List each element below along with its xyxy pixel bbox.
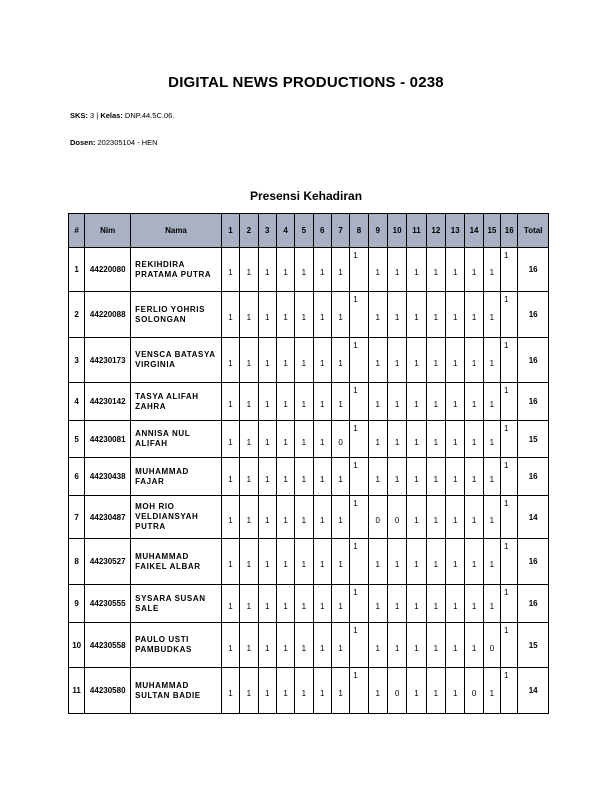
attendance-total: 14	[518, 668, 549, 714]
attendance-cell: 1	[465, 338, 483, 383]
attendance-cell: 1	[240, 668, 258, 714]
table-row	[69, 496, 549, 539]
attendance-cell: 1	[368, 623, 387, 668]
attendance-cell: 1	[446, 338, 465, 383]
attendance-cell: 1	[350, 585, 368, 623]
table-row	[69, 383, 549, 421]
attendance-cell: 1	[483, 539, 500, 585]
row-number: 10	[69, 623, 85, 668]
attendance-cell: 1	[407, 421, 426, 458]
attendance-total: 16	[518, 458, 549, 496]
attendance-cell: 1	[407, 496, 426, 539]
row-number: 3	[69, 338, 85, 383]
attendance-cell: 1	[483, 292, 500, 338]
attendance-cell: 1	[446, 383, 465, 421]
attendance-cell: 1	[221, 623, 239, 668]
attendance-cell: 1	[483, 338, 500, 383]
attendance-cell: 1	[407, 668, 426, 714]
attendance-cell: 1	[240, 248, 258, 292]
attendance-cell: 0	[465, 668, 483, 714]
student-name: SYSARA SUSAN SALE	[131, 585, 222, 623]
attendance-cell: 1	[465, 248, 483, 292]
attendance-cell: 1	[483, 496, 500, 539]
column-header: 1	[221, 214, 239, 248]
attendance-cell: 1	[313, 383, 331, 421]
attendance-cell: 1	[387, 248, 406, 292]
attendance-cell: 1	[501, 338, 518, 383]
sks-label: SKS:	[70, 111, 88, 120]
attendance-cell: 1	[221, 458, 239, 496]
column-header: 11	[407, 214, 426, 248]
table-row	[69, 539, 549, 585]
row-number: 4	[69, 383, 85, 421]
attendance-cell: 1	[276, 421, 294, 458]
attendance-cell: 1	[368, 585, 387, 623]
attendance-cell: 1	[240, 383, 258, 421]
attendance-cell: 1	[276, 458, 294, 496]
attendance-cell: 1	[368, 383, 387, 421]
attendance-cell: 1	[313, 458, 331, 496]
column-header: 13	[446, 214, 465, 248]
attendance-cell: 1	[426, 668, 445, 714]
attendance-cell: 1	[446, 248, 465, 292]
attendance-cell: 1	[501, 623, 518, 668]
attendance-cell: 0	[483, 623, 500, 668]
column-header: 14	[465, 214, 483, 248]
attendance-cell: 1	[295, 458, 313, 496]
student-name: MUHAMMAD SULTAN BADIE	[131, 668, 222, 714]
column-header: #	[69, 214, 85, 248]
student-nim: 44220088	[85, 292, 131, 338]
attendance-cell: 1	[350, 668, 368, 714]
attendance-cell: 1	[240, 421, 258, 458]
attendance-cell: 1	[221, 496, 239, 539]
student-nim: 44230555	[85, 585, 131, 623]
attendance-cell: 1	[258, 539, 276, 585]
column-header: 2	[240, 214, 258, 248]
lecturer-meta	[70, 138, 158, 147]
attendance-cell: 1	[258, 383, 276, 421]
attendance-cell: 1	[465, 421, 483, 458]
attendance-cell: 1	[501, 585, 518, 623]
row-number: 7	[69, 496, 85, 539]
student-name: MUHAMMAD FAIKEL ALBAR	[131, 539, 222, 585]
attendance-cell: 1	[313, 338, 331, 383]
attendance-cell: 1	[240, 292, 258, 338]
student-name: TASYA ALIFAH ZAHRA	[131, 383, 222, 421]
attendance-cell: 1	[240, 458, 258, 496]
attendance-total: 14	[518, 496, 549, 539]
attendance-cell: 1	[407, 539, 426, 585]
attendance-cell: 1	[426, 585, 445, 623]
attendance-cell: 1	[483, 668, 500, 714]
attendance-cell: 1	[276, 496, 294, 539]
attendance-cell: 1	[446, 458, 465, 496]
attendance-cell: 1	[446, 539, 465, 585]
attendance-cell: 1	[350, 383, 368, 421]
attendance-cell: 1	[350, 623, 368, 668]
attendance-section-title: Presensi Kehadiran	[249, 189, 363, 203]
attendance-cell: 1	[368, 292, 387, 338]
table-row	[69, 458, 549, 496]
row-number: 1	[69, 248, 85, 292]
attendance-cell: 1	[368, 458, 387, 496]
column-header: 10	[387, 214, 406, 248]
attendance-cell: 1	[240, 623, 258, 668]
attendance-cell: 1	[221, 668, 239, 714]
student-nim: 44230173	[85, 338, 131, 383]
attendance-cell: 1	[483, 248, 500, 292]
student-nim: 44230487	[85, 496, 131, 539]
dosen-label: Dosen:	[70, 138, 96, 147]
attendance-cell: 1	[331, 496, 349, 539]
attendance-cell: 1	[387, 383, 406, 421]
attendance-cell: 1	[501, 383, 518, 421]
attendance-cell: 1	[501, 248, 518, 292]
attendance-cell: 1	[331, 338, 349, 383]
attendance-cell: 1	[368, 668, 387, 714]
attendance-cell: 1	[331, 458, 349, 496]
attendance-cell: 1	[426, 623, 445, 668]
attendance-cell: 1	[221, 421, 239, 458]
row-number: 8	[69, 539, 85, 585]
attendance-cell: 1	[221, 383, 239, 421]
dosen-value: 202305104 - HEN	[97, 138, 158, 147]
attendance-cell: 1	[426, 248, 445, 292]
attendance-cell: 1	[276, 338, 294, 383]
attendance-cell: 1	[258, 248, 276, 292]
attendance-cell: 1	[465, 585, 483, 623]
student-nim: 44230142	[85, 383, 131, 421]
attendance-cell: 1	[368, 248, 387, 292]
attendance-cell: 1	[387, 421, 406, 458]
attendance-cell: 1	[295, 539, 313, 585]
attendance-cell: 1	[331, 539, 349, 585]
attendance-cell: 1	[446, 496, 465, 539]
attendance-cell: 1	[295, 248, 313, 292]
attendance-cell: 1	[276, 668, 294, 714]
attendance-cell: 1	[446, 292, 465, 338]
attendance-cell: 1	[276, 623, 294, 668]
student-name: FERLIO YOHRIS SOLONGAN	[131, 292, 222, 338]
attendance-cell: 1	[501, 421, 518, 458]
table-row	[69, 623, 549, 668]
attendance-cell: 1	[387, 539, 406, 585]
table-row	[69, 338, 549, 383]
attendance-cell: 1	[350, 458, 368, 496]
table-row	[69, 668, 549, 714]
attendance-cell: 1	[426, 292, 445, 338]
attendance-cell: 1	[258, 338, 276, 383]
kelas-label: Kelas:	[100, 111, 123, 120]
attendance-cell: 1	[407, 292, 426, 338]
attendance-cell: 1	[407, 248, 426, 292]
attendance-cell: 0	[387, 496, 406, 539]
row-number: 6	[69, 458, 85, 496]
attendance-cell: 1	[331, 292, 349, 338]
attendance-cell: 1	[331, 668, 349, 714]
attendance-cell: 1	[387, 623, 406, 668]
sks-value: 3 |	[90, 111, 101, 120]
attendance-cell: 1	[313, 292, 331, 338]
table-row	[69, 421, 549, 458]
course-meta	[70, 111, 174, 120]
row-number: 9	[69, 585, 85, 623]
attendance-cell: 1	[501, 496, 518, 539]
attendance-cell: 1	[276, 585, 294, 623]
attendance-total: 16	[518, 585, 549, 623]
student-name: REKIHDIRA PRATAMA PUTRA	[131, 248, 222, 292]
attendance-cell: 1	[501, 668, 518, 714]
attendance-cell: 1	[240, 539, 258, 585]
table-row	[69, 248, 549, 292]
attendance-cell: 1	[240, 496, 258, 539]
attendance-cell: 1	[295, 585, 313, 623]
student-name: ANNISA NUL ALIFAH	[131, 421, 222, 458]
column-header: 16	[501, 214, 518, 248]
attendance-cell: 1	[313, 248, 331, 292]
attendance-cell: 0	[387, 668, 406, 714]
attendance-cell: 1	[295, 383, 313, 421]
attendance-cell: 1	[368, 338, 387, 383]
column-header: 12	[426, 214, 445, 248]
attendance-cell: 1	[295, 338, 313, 383]
attendance-cell: 1	[350, 539, 368, 585]
attendance-cell: 1	[426, 496, 445, 539]
attendance-cell: 1	[313, 585, 331, 623]
attendance-cell: 1	[465, 383, 483, 421]
attendance-cell: 0	[331, 421, 349, 458]
attendance-cell: 1	[426, 421, 445, 458]
attendance-cell: 1	[313, 623, 331, 668]
attendance-cell: 1	[276, 292, 294, 338]
attendance-cell: 1	[350, 421, 368, 458]
attendance-cell: 1	[295, 496, 313, 539]
attendance-cell: 1	[350, 338, 368, 383]
attendance-cell: 1	[426, 338, 445, 383]
attendance-cell: 1	[240, 338, 258, 383]
attendance-cell: 0	[368, 496, 387, 539]
attendance-header-row	[69, 214, 549, 248]
attendance-cell: 1	[501, 539, 518, 585]
attendance-total: 15	[518, 421, 549, 458]
attendance-cell: 1	[465, 292, 483, 338]
student-name: VENSCA BATASYA VIRGINIA	[131, 338, 222, 383]
attendance-cell: 1	[295, 421, 313, 458]
attendance-cell: 1	[446, 623, 465, 668]
attendance-cell: 1	[446, 421, 465, 458]
attendance-cell: 1	[465, 496, 483, 539]
column-header: 15	[483, 214, 500, 248]
attendance-cell: 1	[483, 458, 500, 496]
attendance-cell: 1	[387, 292, 406, 338]
attendance-cell: 1	[350, 292, 368, 338]
attendance-cell: 1	[258, 585, 276, 623]
column-header: Nim	[85, 214, 131, 248]
attendance-cell: 1	[350, 496, 368, 539]
row-number: 2	[69, 292, 85, 338]
attendance-cell: 1	[387, 458, 406, 496]
attendance-cell: 1	[368, 539, 387, 585]
attendance-cell: 1	[407, 383, 426, 421]
attendance-cell: 1	[221, 585, 239, 623]
attendance-cell: 1	[501, 458, 518, 496]
table-row	[69, 292, 549, 338]
student-nim: 44230438	[85, 458, 131, 496]
student-nim: 44230580	[85, 668, 131, 714]
kelas-value: DNP.44.5C.06.	[124, 111, 175, 120]
attendance-cell: 1	[426, 539, 445, 585]
attendance-cell: 1	[221, 539, 239, 585]
attendance-cell: 1	[368, 421, 387, 458]
attendance-cell: 1	[387, 585, 406, 623]
attendance-cell: 1	[258, 421, 276, 458]
attendance-cell: 1	[426, 383, 445, 421]
attendance-cell: 1	[258, 496, 276, 539]
attendance-cell: 1	[483, 383, 500, 421]
attendance-cell: 1	[313, 421, 331, 458]
attendance-total: 16	[518, 383, 549, 421]
attendance-cell: 1	[221, 248, 239, 292]
attendance-cell: 1	[240, 585, 258, 623]
attendance-cell: 1	[331, 248, 349, 292]
attendance-cell: 1	[426, 458, 445, 496]
attendance-cell: 1	[313, 668, 331, 714]
attendance-cell: 1	[465, 539, 483, 585]
attendance-cell: 1	[295, 623, 313, 668]
column-header: 9	[368, 214, 387, 248]
student-name: MUHAMMAD FAJAR	[131, 458, 222, 496]
attendance-cell: 1	[295, 292, 313, 338]
attendance-cell: 1	[407, 458, 426, 496]
attendance-cell: 1	[331, 623, 349, 668]
attendance-cell: 1	[276, 383, 294, 421]
attendance-cell: 1	[258, 292, 276, 338]
column-header: 6	[313, 214, 331, 248]
attendance-cell: 1	[313, 496, 331, 539]
attendance-table	[68, 213, 549, 714]
student-nim: 44230558	[85, 623, 131, 668]
column-header: Nama	[131, 214, 222, 248]
column-header: 8	[350, 214, 368, 248]
attendance-cell: 1	[276, 248, 294, 292]
attendance-cell: 1	[483, 585, 500, 623]
attendance-cell: 1	[483, 421, 500, 458]
student-name: PAULO USTI PAMBUDKAS	[131, 623, 222, 668]
attendance-cell: 1	[501, 292, 518, 338]
attendance-cell: 1	[258, 623, 276, 668]
attendance-cell: 1	[331, 383, 349, 421]
attendance-cell: 1	[295, 668, 313, 714]
student-name: MOH RIO VELDIANSYAH PUTRA	[131, 496, 222, 539]
attendance-cell: 1	[407, 585, 426, 623]
attendance-total: 15	[518, 623, 549, 668]
attendance-cell: 1	[387, 338, 406, 383]
attendance-cell: 1	[221, 292, 239, 338]
attendance-cell: 1	[465, 458, 483, 496]
table-row	[69, 585, 549, 623]
attendance-cell: 1	[350, 248, 368, 292]
column-header: 3	[258, 214, 276, 248]
attendance-cell: 1	[465, 623, 483, 668]
column-header: 7	[331, 214, 349, 248]
attendance-cell: 1	[258, 668, 276, 714]
attendance-total: 16	[518, 248, 549, 292]
student-nim: 44230527	[85, 539, 131, 585]
attendance-cell: 1	[407, 623, 426, 668]
row-number: 11	[69, 668, 85, 714]
page-title: DIGITAL NEWS PRODUCTIONS - 0238	[168, 74, 444, 91]
row-number: 5	[69, 421, 85, 458]
attendance-cell: 1	[276, 539, 294, 585]
attendance-cell: 1	[258, 458, 276, 496]
attendance-total: 16	[518, 292, 549, 338]
attendance-cell: 1	[446, 585, 465, 623]
column-header: 5	[295, 214, 313, 248]
student-nim: 44220080	[85, 248, 131, 292]
attendance-cell: 1	[446, 668, 465, 714]
attendance-total: 16	[518, 338, 549, 383]
attendance-total: 16	[518, 539, 549, 585]
attendance-cell: 1	[313, 539, 331, 585]
column-header: 4	[276, 214, 294, 248]
column-header: Total	[518, 214, 549, 248]
attendance-cell: 1	[407, 338, 426, 383]
student-nim: 44230081	[85, 421, 131, 458]
attendance-cell: 1	[221, 338, 239, 383]
attendance-cell: 1	[331, 585, 349, 623]
